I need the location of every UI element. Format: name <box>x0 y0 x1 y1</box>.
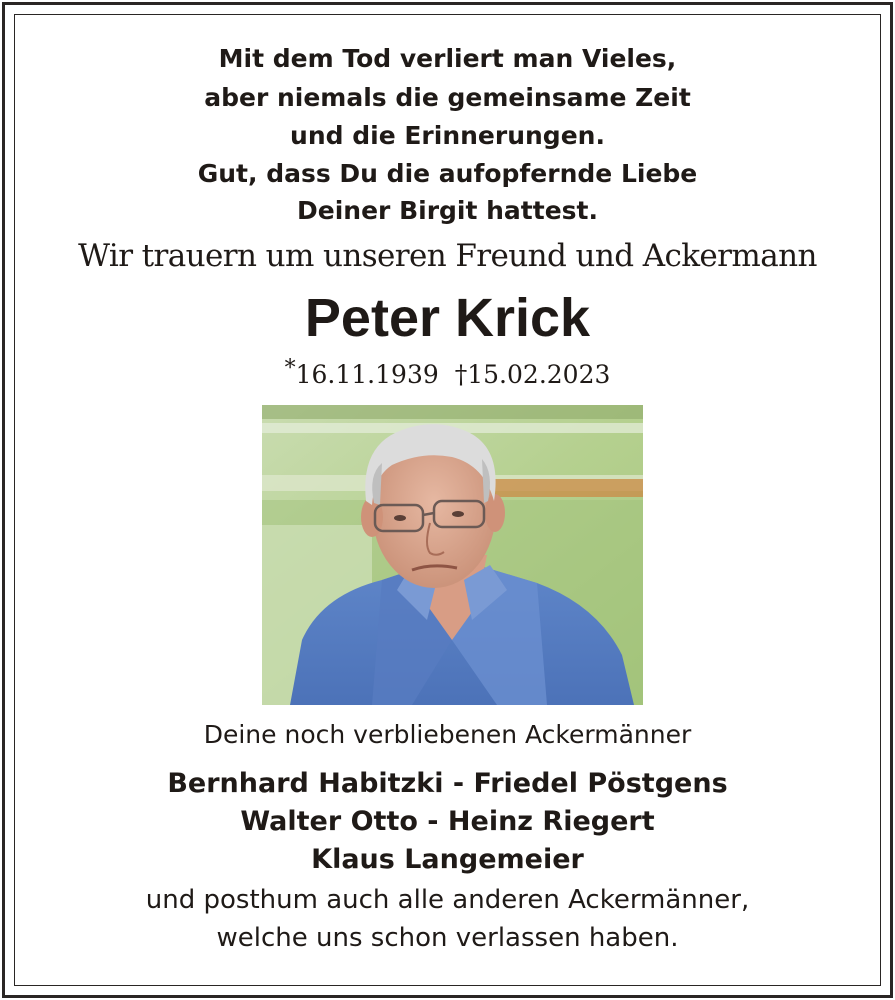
closing-line: welche uns schon verlassen haben. <box>216 923 679 953</box>
verse-line: Mit dem Tod verliert man Vieles, <box>218 44 677 73</box>
verse-line: aber niemals die gemeinsame Zeit <box>204 83 691 112</box>
mourner-line: Klaus Langemeier <box>311 844 584 875</box>
mourning-intro: Wir trauern um unseren Freund und Ackermann <box>78 238 817 274</box>
mourner-line: Bernhard Habitzki - Friedel Pöstgens <box>167 768 728 799</box>
verse-line: und die Erinnerungen. <box>290 121 605 150</box>
mourner-line: Walter Otto - Heinz Riegert <box>240 806 655 837</box>
life-dates <box>0 356 895 389</box>
verse-line: Deiner Birgit hattest. <box>297 196 598 225</box>
birth-date: 16.11.1939 <box>295 360 439 389</box>
mourners-intro: Deine noch verbliebenen Ackermänner <box>203 720 692 749</box>
death-symbol: † <box>454 360 468 389</box>
birth-symbol: * <box>284 356 296 381</box>
portrait-photo <box>262 405 643 705</box>
verse-line: Gut, dass Du die aufopfernde Liebe <box>197 159 698 188</box>
death-date: 15.02.2023 <box>467 360 611 389</box>
closing-line: und posthum auch alle anderen Ackermänner, <box>145 885 750 915</box>
deceased-name: Peter Krick <box>304 288 591 348</box>
